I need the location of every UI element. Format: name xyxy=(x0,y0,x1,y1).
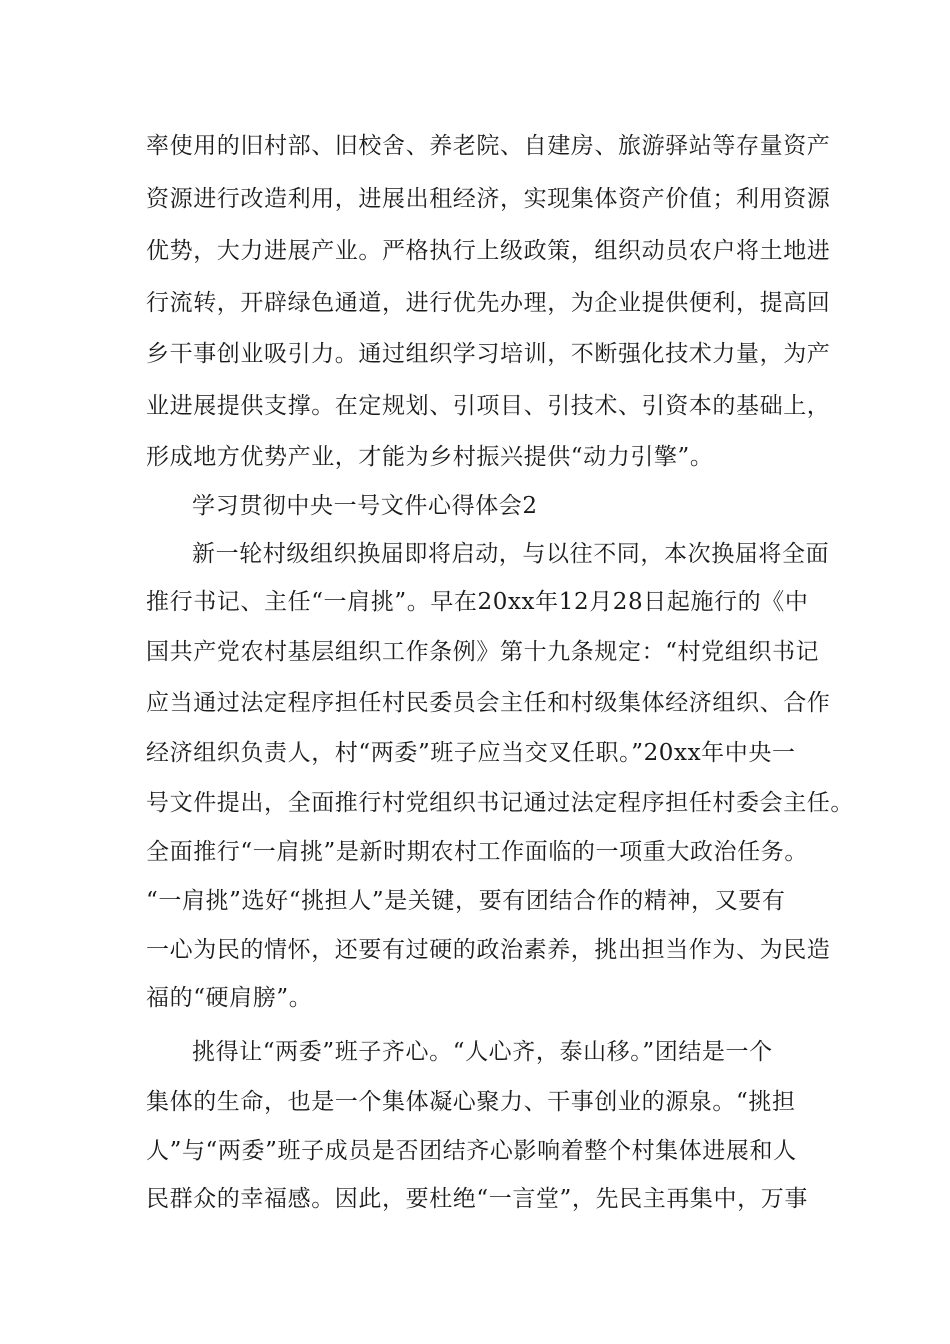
text-line: 形成地方优势产业，才能为乡村振兴提供“动力引擎”。 xyxy=(146,444,714,470)
text-line: 集体的生命，也是一个集体凝心聚力、干事创业的源泉。“挑担 xyxy=(146,1089,796,1115)
text-line: 应当通过法定程序担任村民委员会主任和村级集体经济组织、合作 xyxy=(146,690,831,716)
text-line: 推行书记、主任“一肩挑”。早在20xx年12月28日起施行的《中 xyxy=(146,589,809,615)
text-line: 资源进行改造利用，进展出租经济，实现集体资产价值；利用资源 xyxy=(146,186,831,212)
paragraph-start-line: 新一轮村级组织换届即将启动，与以往不同，本次换届将全面 xyxy=(192,541,830,567)
text-line: 国共产党农村基层组织工作条例》第十九条规定：“村党组织书记 xyxy=(146,639,820,665)
text-line: 业进展提供支撑。在定规划、引项目、引技术、引资本的基础上， xyxy=(146,393,831,419)
paragraph-start-line: 挑得让“两委”班子齐心。“人心齐，泰山移。”团结是一个 xyxy=(192,1039,773,1065)
text-line: 人”与“两委”班子成员是否团结齐心影响着整个村集体进展和人 xyxy=(146,1138,797,1164)
text-line: 全面推行“一肩挑”是新时期农村工作面临的一项重大政治任务。 xyxy=(146,839,808,865)
text-line: 福的“硬肩膀”。 xyxy=(146,985,313,1011)
text-line: 民群众的幸福感。因此，要杜绝“一言堂”，先民主再集中，万事 xyxy=(146,1186,808,1212)
text-line: 一心为民的情怀，还要有过硬的政治素养，挑出担当作为、为民造 xyxy=(146,937,831,963)
text-line: 行流转，开辟绿色通道，进行优先办理，为企业提供便利，提高回 xyxy=(146,290,831,316)
text-line: “一肩挑”选好“挑担人”是关键，要有团结合作的精神，又要有 xyxy=(146,888,786,914)
text-line: 优势，大力进展产业。严格执行上级政策，组织动员农户将土地进 xyxy=(146,238,831,264)
section-heading: 学习贯彻中央一号文件心得体会2 xyxy=(192,493,538,519)
text-line: 号文件提出，全面推行村党组织书记通过法定程序担任村委会主任。 xyxy=(146,790,854,816)
text-line: 率使用的旧村部、旧校舍、养老院、自建房、旅游驿站等存量资产 xyxy=(146,133,831,159)
text-line: 乡干事创业吸引力。通过组织学习培训，不断强化技术力量，为产 xyxy=(146,341,831,367)
text-line: 经济组织负责人，村“两委”班子应当交叉任职。”20xx年中央一 xyxy=(146,740,796,766)
